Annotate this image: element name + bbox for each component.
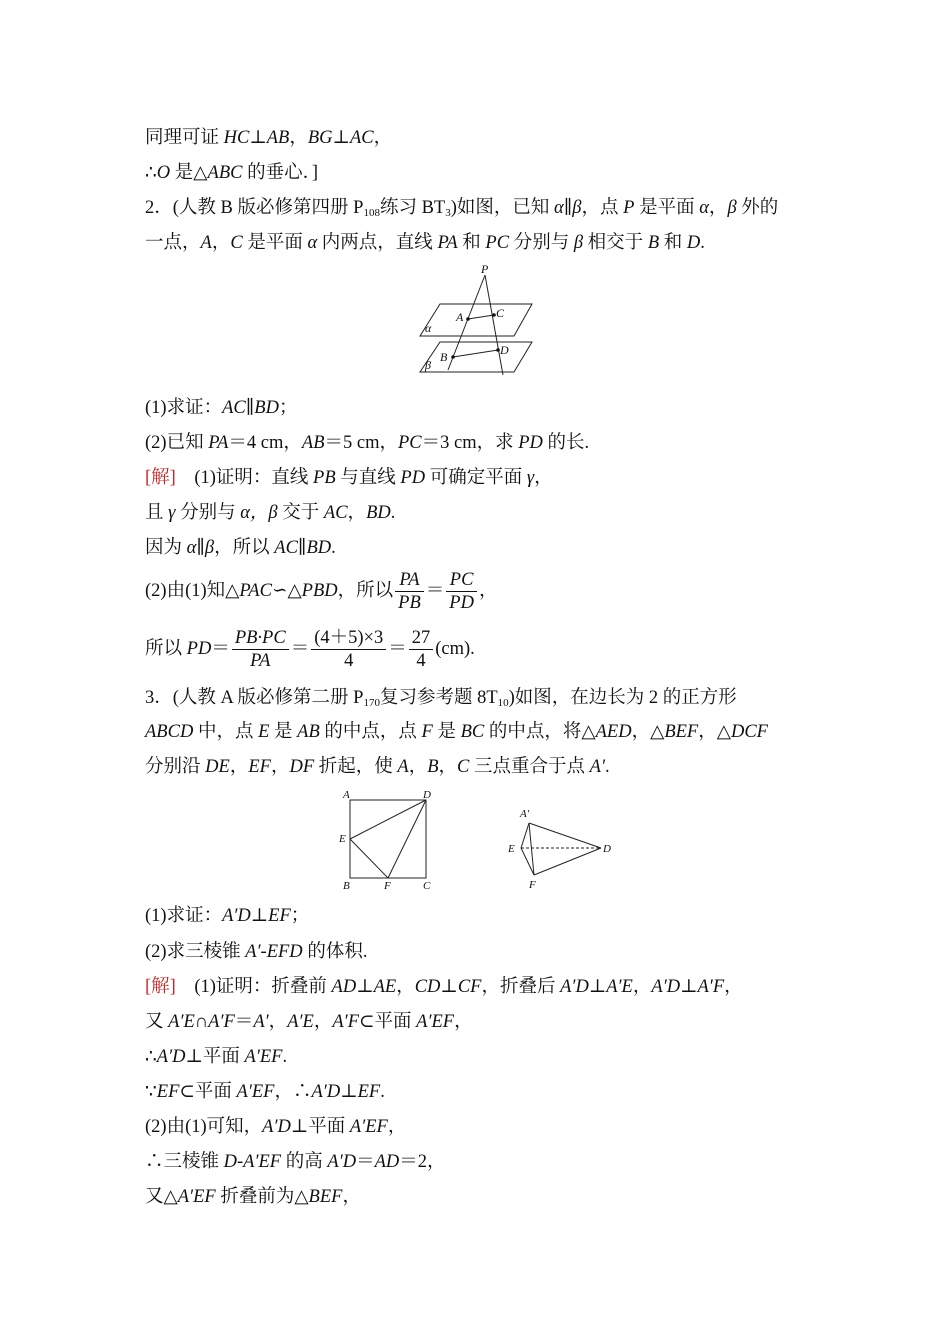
fraction-pa-pb bbox=[395, 569, 424, 614]
edge-f-d bbox=[534, 848, 601, 875]
numerator: PA bbox=[395, 569, 424, 592]
denominator: 4 bbox=[344, 651, 354, 672]
equals: ＝ bbox=[388, 639, 407, 659]
text: 且 bbox=[145, 503, 169, 523]
math-var: PBD bbox=[301, 581, 338, 601]
math-expr: α∥β bbox=[186, 538, 215, 558]
subscript: 10 bbox=[497, 697, 509, 709]
text: ； bbox=[278, 398, 298, 418]
equals: ＝ bbox=[356, 1152, 375, 1172]
math-var: BEF bbox=[664, 722, 699, 742]
problem-number: 2． bbox=[145, 198, 173, 218]
math-var: AB bbox=[266, 128, 290, 148]
label-d: D bbox=[423, 789, 431, 801]
math-var: AED bbox=[595, 722, 632, 742]
math-expr: A′D⊥EF bbox=[222, 906, 291, 926]
segment-bd bbox=[453, 350, 498, 357]
math-var: β bbox=[727, 198, 737, 218]
denominator: PD bbox=[449, 593, 474, 614]
math-var: AB bbox=[301, 433, 325, 453]
equals: ＝ bbox=[234, 1012, 254, 1032]
label-a: A bbox=[343, 789, 350, 801]
text: 相交于 bbox=[583, 233, 648, 253]
math-var: A′D bbox=[262, 1117, 291, 1137]
label-d: D bbox=[603, 843, 611, 855]
math-var: β bbox=[573, 233, 584, 253]
text: 分别与 bbox=[175, 503, 241, 523]
text: ， bbox=[438, 757, 458, 777]
label-alpha: α bbox=[425, 321, 432, 335]
text: (cm). bbox=[435, 639, 475, 659]
problem-2-question-2 bbox=[145, 431, 810, 455]
square-abcd bbox=[350, 800, 426, 878]
math-expr: A′D⊥A′E bbox=[560, 977, 633, 997]
text: )如图，已知 bbox=[450, 198, 554, 218]
numerator: (4＋5)×3 bbox=[311, 627, 386, 650]
text: 是 bbox=[432, 722, 461, 742]
edge-ap-e bbox=[521, 823, 529, 848]
plane-alpha bbox=[420, 304, 532, 336]
text: 的长. bbox=[542, 433, 590, 453]
problem-number: 3． bbox=[145, 688, 173, 708]
problem-2-solution-line-5 bbox=[145, 626, 810, 672]
math-var: HC bbox=[223, 128, 250, 148]
text: 与直线 bbox=[335, 468, 401, 488]
text: ， bbox=[373, 128, 393, 148]
math-var: EF bbox=[156, 1082, 180, 1102]
math-var: AC bbox=[349, 128, 374, 148]
text: ＝3 cm，求 bbox=[421, 433, 519, 453]
math-var: PA bbox=[208, 433, 229, 453]
math-var: DF bbox=[289, 757, 315, 777]
math-var: A′D bbox=[156, 1047, 186, 1067]
text: . bbox=[380, 1082, 385, 1102]
label-b: B bbox=[343, 880, 350, 892]
text: 交于 bbox=[277, 503, 324, 523]
prev-solution-line-2 bbox=[145, 161, 810, 185]
denominator: PB bbox=[398, 593, 421, 614]
math-var: A′ bbox=[253, 1012, 269, 1032]
text: 分别与 bbox=[509, 233, 574, 253]
math-var: D bbox=[686, 233, 701, 253]
text: 又 bbox=[145, 1012, 169, 1032]
label-c: C bbox=[423, 880, 431, 892]
text: . bbox=[605, 757, 610, 777]
perp-symbol: ⊥ bbox=[249, 128, 267, 148]
math-var: PD bbox=[186, 639, 212, 659]
text: 的垂心．] bbox=[242, 163, 319, 183]
text: ， bbox=[211, 233, 231, 253]
text: 的中点，点 bbox=[319, 722, 422, 742]
math-var: AD bbox=[374, 1152, 400, 1172]
text: ， bbox=[632, 977, 652, 997]
text: 的高 bbox=[281, 1152, 328, 1172]
math-var: ABC bbox=[207, 163, 243, 183]
math-expr: AD⊥AE bbox=[331, 977, 397, 997]
problem-2-solution-line-3 bbox=[145, 536, 810, 560]
problem-3-solution-line-7 bbox=[145, 1185, 810, 1209]
math-var: PD bbox=[400, 468, 426, 488]
denominator: 4 bbox=[416, 651, 426, 672]
text: ⊥平面 bbox=[185, 1047, 245, 1067]
text: 复习参考题 8T bbox=[379, 688, 498, 708]
text: ∴三棱锥 bbox=[145, 1152, 224, 1172]
text: ， bbox=[708, 198, 728, 218]
text: (1)求证： bbox=[145, 398, 223, 418]
math-expr: A′-EFD bbox=[245, 942, 303, 962]
math-var: O bbox=[156, 163, 171, 183]
equals: ＝ bbox=[290, 639, 310, 659]
problem-3-question-1 bbox=[145, 904, 810, 928]
text: 内两点，直线 bbox=[317, 233, 438, 253]
solution-tag: [解] bbox=[145, 468, 176, 488]
fraction-pbpc-pa bbox=[232, 627, 289, 672]
math-expr: AC∥BD bbox=[222, 398, 279, 418]
subscript: 3 bbox=[445, 207, 451, 219]
text: (2)由(1)可知， bbox=[145, 1117, 263, 1137]
therefore-symbol: ∴ bbox=[145, 163, 157, 183]
segment-fd bbox=[388, 800, 426, 878]
text: ，△ bbox=[698, 722, 731, 742]
figure-square-abcd bbox=[335, 786, 440, 894]
math-var: DCF bbox=[730, 722, 768, 742]
problem-2-solution-line-1 bbox=[145, 466, 810, 490]
math-var: A′EF bbox=[244, 1047, 283, 1067]
text: 所以 bbox=[145, 639, 187, 659]
text: . bbox=[700, 233, 705, 253]
text: 中，点 bbox=[193, 722, 259, 742]
math-var: γ bbox=[168, 503, 176, 523]
text: (人教 B 版必修第四册 P bbox=[172, 198, 364, 218]
math-var: PAC bbox=[239, 581, 272, 601]
math-var: α bbox=[699, 198, 709, 218]
label-e: E bbox=[339, 833, 346, 845]
text: 因为 bbox=[145, 538, 187, 558]
math-var: A′D bbox=[327, 1152, 357, 1172]
text: . bbox=[390, 503, 396, 523]
text: ， bbox=[289, 128, 308, 148]
figure-parallel-planes bbox=[410, 262, 540, 380]
text: ， bbox=[268, 1012, 288, 1032]
label-b: B bbox=[440, 350, 448, 364]
text: 外的 bbox=[736, 198, 779, 218]
label-a: A bbox=[456, 310, 464, 324]
problem-3-question-2 bbox=[145, 940, 810, 964]
math-expr: α，β bbox=[240, 503, 278, 523]
figure-pyramid bbox=[505, 800, 617, 892]
text: ， bbox=[534, 468, 553, 488]
problem-2-line-2 bbox=[145, 231, 810, 255]
text: ，∴ bbox=[274, 1082, 312, 1102]
therefore-symbol: ∴ bbox=[145, 1047, 157, 1067]
problem-3-line-1 bbox=[145, 686, 810, 715]
problem-2-line-1 bbox=[145, 196, 810, 225]
math-var: EF bbox=[248, 757, 271, 777]
math-expr: AC∥BD bbox=[274, 538, 332, 558]
math-var: F bbox=[421, 722, 433, 742]
math-var: PA bbox=[437, 233, 458, 253]
equals: ＝ bbox=[211, 639, 230, 659]
text: 折起，使 bbox=[314, 757, 398, 777]
text: (2)由(1)知△ bbox=[145, 581, 240, 601]
text: ＝2， bbox=[399, 1152, 446, 1172]
math-var: C bbox=[230, 233, 243, 253]
math-var: B bbox=[647, 233, 660, 253]
label-f: F bbox=[529, 879, 536, 891]
text: 的中点，将△ bbox=[484, 722, 596, 742]
problem-3-line-3 bbox=[145, 755, 810, 779]
text: ； bbox=[290, 906, 310, 926]
numerator: PB·PC bbox=[232, 627, 289, 650]
text: . bbox=[282, 1047, 288, 1067]
text: 是 bbox=[269, 722, 298, 742]
point-a bbox=[466, 317, 470, 321]
because-symbol: ∵ bbox=[145, 1082, 157, 1102]
math-var: A′EF bbox=[236, 1082, 275, 1102]
math-var: PC bbox=[398, 433, 422, 453]
text: ， bbox=[408, 757, 428, 777]
text: ， bbox=[347, 503, 367, 523]
text: ⊂平面 bbox=[179, 1082, 237, 1102]
text: 可确定平面 bbox=[425, 468, 527, 488]
text: ， bbox=[478, 581, 498, 601]
text: ，△ bbox=[631, 722, 665, 742]
text: 一点， bbox=[145, 233, 201, 253]
math-var: A bbox=[397, 757, 409, 777]
segment-ed bbox=[350, 800, 426, 839]
text: ，所以 bbox=[337, 581, 394, 601]
plane-beta bbox=[420, 342, 532, 372]
problem-2-question-1 bbox=[145, 396, 810, 420]
math-expr: A′D⊥A′F bbox=[651, 977, 725, 997]
segment-ac bbox=[468, 315, 494, 319]
math-var: A′EF bbox=[349, 1117, 388, 1137]
math-var: C bbox=[457, 757, 470, 777]
text: ，折叠后 bbox=[481, 977, 561, 997]
math-var: A′F bbox=[332, 1012, 360, 1032]
text: ＝4 cm， bbox=[228, 433, 302, 453]
math-var: PC bbox=[485, 233, 510, 253]
problem-3-solution-line-4 bbox=[145, 1080, 810, 1104]
text: ， bbox=[387, 1117, 407, 1137]
text: 是平面 bbox=[242, 233, 308, 253]
math-var: DE bbox=[205, 757, 230, 777]
text: 练习 BT bbox=[379, 198, 446, 218]
label-e: E bbox=[508, 843, 515, 855]
text: . bbox=[331, 538, 336, 558]
math-var: γ bbox=[526, 468, 535, 488]
equals: ＝ bbox=[425, 581, 445, 601]
math-expr: A′D⊥EF bbox=[311, 1082, 381, 1102]
text: ⊂平面 bbox=[359, 1012, 417, 1032]
subscript: 108 bbox=[363, 207, 380, 219]
text: ⊥平面 bbox=[290, 1117, 350, 1137]
math-var: P bbox=[623, 198, 635, 218]
subscript: 170 bbox=[363, 697, 380, 709]
problem-3-solution-line-2 bbox=[145, 1010, 810, 1034]
math-var: A′E bbox=[287, 1012, 314, 1032]
text: ，所以 bbox=[214, 538, 275, 558]
math-var: BD bbox=[366, 503, 391, 523]
numerator: 27 bbox=[409, 627, 434, 650]
problem-2-solution-line-2 bbox=[145, 501, 810, 525]
text: (1)求证： bbox=[145, 906, 223, 926]
math-var: B bbox=[427, 757, 439, 777]
text: (1)证明：折叠前 bbox=[175, 977, 332, 997]
line-pc bbox=[485, 275, 503, 375]
math-var: α bbox=[307, 233, 318, 253]
text: 是平面 bbox=[634, 198, 700, 218]
label-beta: β bbox=[425, 358, 431, 372]
math-var: A bbox=[200, 233, 212, 253]
problem-3-solution-line-5 bbox=[145, 1115, 810, 1139]
text: 和 bbox=[457, 233, 486, 253]
text: (2)求三棱锥 bbox=[145, 942, 246, 962]
math-var: PD bbox=[518, 433, 543, 453]
text: )如图，在边长为 2 的正方形 bbox=[508, 688, 737, 708]
text: ， bbox=[229, 757, 249, 777]
text: ＝5 cm， bbox=[324, 433, 398, 453]
denominator: PA bbox=[250, 651, 271, 672]
problem-2-solution-line-4 bbox=[145, 568, 810, 614]
text: ， bbox=[454, 1012, 473, 1032]
problem-3-line-2 bbox=[145, 720, 810, 744]
math-var: BC bbox=[460, 722, 485, 742]
math-var: E bbox=[258, 722, 270, 742]
text: (2)已知 bbox=[145, 433, 209, 453]
similar-symbol: ∽△ bbox=[271, 581, 302, 601]
math-var: A′ bbox=[589, 757, 606, 777]
text: 三点重合于点 bbox=[469, 757, 590, 777]
text: 的体积. bbox=[302, 942, 368, 962]
math-var: D-A′EF bbox=[223, 1152, 282, 1172]
text: 分别沿 bbox=[145, 757, 206, 777]
text: (1)证明：直线 bbox=[175, 468, 314, 488]
label-c: C bbox=[496, 306, 505, 320]
text: ， bbox=[724, 977, 743, 997]
point-b bbox=[451, 355, 455, 359]
math-var: AC bbox=[323, 503, 348, 523]
edge-ap-d bbox=[529, 823, 601, 848]
math-var: BG bbox=[307, 128, 333, 148]
math-var: ABCD bbox=[145, 722, 194, 742]
text: ，点 bbox=[581, 198, 624, 218]
math-var: A′EF bbox=[416, 1012, 455, 1032]
text: 折叠前为△ bbox=[215, 1187, 309, 1207]
text: ， bbox=[342, 1187, 361, 1207]
label-a-prime: A′ bbox=[520, 808, 530, 820]
text: ， bbox=[396, 977, 415, 997]
problem-3-solution-line-1 bbox=[145, 975, 810, 999]
label-p: P bbox=[481, 262, 489, 276]
label-f: F bbox=[384, 880, 391, 892]
solution-tag: [解] bbox=[145, 977, 176, 997]
numerator: PC bbox=[446, 569, 477, 592]
text: 又△ bbox=[145, 1187, 178, 1207]
text: 和 bbox=[659, 233, 687, 253]
math-expr: A′E∩A′F bbox=[168, 1012, 235, 1032]
fraction-result bbox=[409, 627, 434, 672]
label-d: D bbox=[500, 343, 509, 357]
prev-solution-line-1 bbox=[145, 126, 810, 150]
math-var: BEF bbox=[308, 1187, 343, 1207]
text: ， bbox=[270, 757, 290, 777]
problem-3-solution-line-6 bbox=[145, 1150, 810, 1174]
math-var: AB bbox=[297, 722, 320, 742]
problem-3-solution-line-3 bbox=[145, 1045, 810, 1069]
fraction-numeric bbox=[311, 627, 386, 672]
text: ， bbox=[313, 1012, 333, 1032]
math-var: A′EF bbox=[177, 1187, 216, 1207]
text: 是△ bbox=[170, 163, 208, 183]
math-var: PB bbox=[313, 468, 336, 488]
text: 同理可证 bbox=[145, 128, 224, 148]
math-expr: CD⊥CF bbox=[414, 977, 482, 997]
text: (人教 A 版必修第二册 P bbox=[172, 688, 364, 708]
fraction-pc-pd bbox=[446, 569, 477, 614]
perp-symbol: ⊥ bbox=[332, 128, 350, 148]
math-expr: α∥β bbox=[554, 198, 582, 218]
segment-ef bbox=[350, 839, 388, 878]
